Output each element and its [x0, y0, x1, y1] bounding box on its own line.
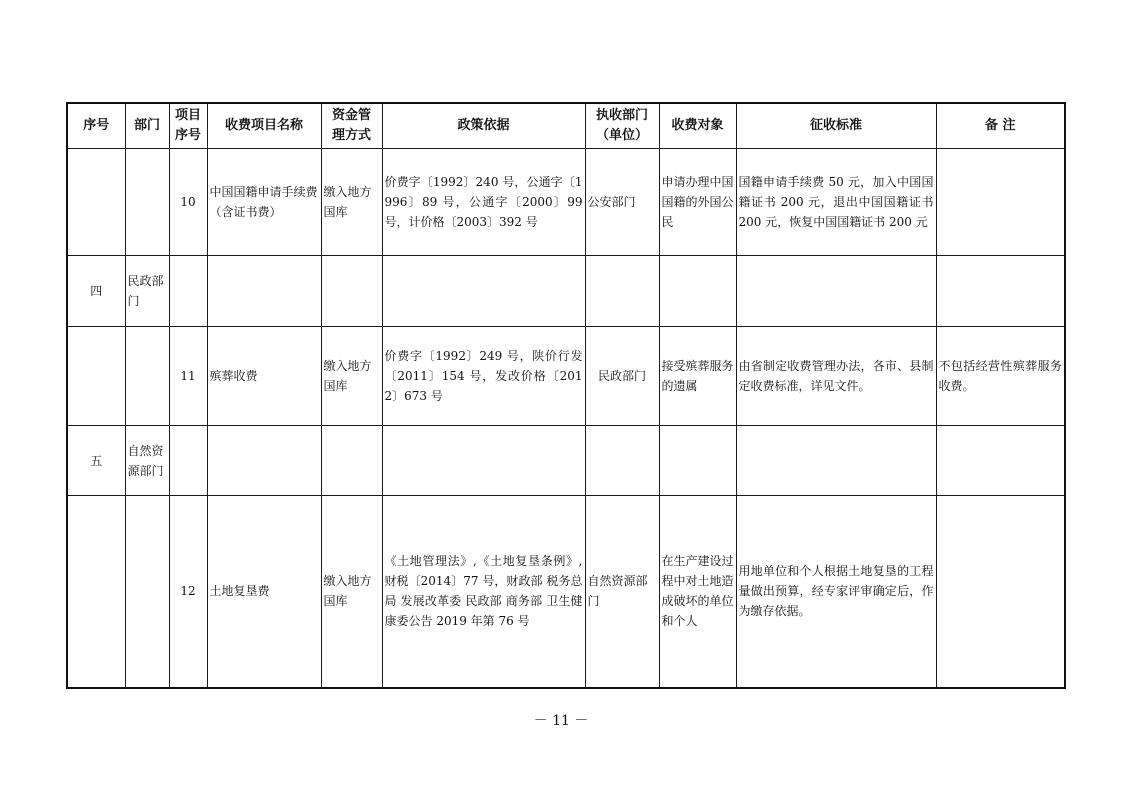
header-fund-mgmt-line2: 理方式: [331, 128, 371, 143]
cell-dept: [125, 327, 169, 426]
header-fund-mgmt: [321, 103, 382, 149]
cell-remark: [936, 496, 1065, 688]
cell-dept: [125, 496, 169, 688]
cell-fund-mgmt: [321, 256, 382, 327]
cell-policy: [382, 426, 585, 496]
cell-item-name: 土地复垦费: [207, 496, 321, 688]
cell-seq: 五: [67, 426, 125, 496]
header-collector-line2: （单位）: [595, 128, 648, 143]
cell-collector: 公安部门: [585, 149, 659, 256]
cell-standard: [736, 256, 936, 327]
table-row: [67, 426, 1065, 496]
header-standard: 征收标准: [736, 103, 936, 149]
cell-remark: 不包括经营性殡葬服务收费。: [936, 327, 1065, 426]
cell-seq: [67, 327, 125, 426]
header-item-seq-line1: 项目: [174, 108, 201, 123]
table-row: [67, 327, 1065, 426]
cell-item-seq: 10: [169, 149, 207, 256]
header-remark: 备 注: [936, 103, 1065, 149]
cell-item-seq: 12: [169, 496, 207, 688]
cell-target: 申请办理中国国籍的外国公民: [659, 149, 736, 256]
table-row: [67, 149, 1065, 256]
table-row: [67, 256, 1065, 327]
table-header-row: [67, 103, 1065, 149]
cell-seq: [67, 496, 125, 688]
cell-policy: 价费字〔1992〕240 号，公通字〔1996〕89 号，公通字〔2000〕99 号，计价格〔2003〕392 号: [382, 149, 585, 256]
page-number: － 11 －: [533, 713, 589, 729]
header-seq: 序号: [67, 103, 125, 149]
header-dept: 部门: [125, 103, 169, 149]
cell-target: 在生产建设过程中对土地造成破坏的单位和个人: [659, 496, 736, 688]
cell-fund-mgmt: 缴入地方国库: [321, 496, 382, 688]
header-item-seq: [169, 103, 207, 149]
cell-dept: [125, 149, 169, 256]
header-target: 收费对象: [659, 103, 736, 149]
header-item-name: 收费项目名称: [207, 103, 321, 149]
cell-item-name: [207, 426, 321, 496]
cell-dept: 民政部门: [125, 256, 169, 327]
cell-target: [659, 256, 736, 327]
cell-remark: [936, 256, 1065, 327]
cell-policy: 《土地管理法》,《土地复垦条例》,财税〔2014〕77 号，财政部 税务总局 发展改革委 民政部 商务部 卫生健康委公告 2019 年第 76 号: [382, 496, 585, 688]
cell-item-seq: 11: [169, 327, 207, 426]
cell-collector: [585, 256, 659, 327]
cell-target: [659, 426, 736, 496]
cell-dept: 自然资源部门: [125, 426, 169, 496]
cell-fund-mgmt: 缴入地方国库: [321, 327, 382, 426]
header-fund-mgmt-line1: 资金管: [331, 108, 371, 123]
header-item-seq-line2: 序号: [174, 128, 201, 143]
cell-standard: 由省制定收费管理办法，各市、县制定收费标准，详见文件。: [736, 327, 936, 426]
cell-item-seq: [169, 426, 207, 496]
cell-collector: [585, 426, 659, 496]
cell-item-name: 中国国籍申请手续费（含证书费）: [207, 149, 321, 256]
cell-policy: 价费字〔1992〕249 号，陕价行发〔2011〕154 号，发改价格〔2012〕673 号: [382, 327, 585, 426]
cell-item-name: [207, 256, 321, 327]
cell-item-seq: [169, 256, 207, 327]
cell-item-name: 殡葬收费: [207, 327, 321, 426]
cell-seq: 四: [67, 256, 125, 327]
header-collector-line1: 执收部门: [595, 108, 648, 123]
cell-fund-mgmt: 缴入地方国库: [321, 149, 382, 256]
table-row: [67, 496, 1065, 688]
cell-remark: [936, 149, 1065, 256]
cell-standard: [736, 426, 936, 496]
cell-standard: 用地单位和个人根据土地复垦的工程量做出预算，经专家评审确定后，作为缴存依据。: [736, 496, 936, 688]
cell-collector: 民政部门: [585, 327, 659, 426]
cell-target: 接受殡葬服务的遗属: [659, 327, 736, 426]
fee-table: [66, 102, 1066, 689]
cell-collector: 自然资源部门: [585, 496, 659, 688]
cell-standard: 国籍申请手续费 50 元，加入中国国籍证书 200 元，退出中国国籍证书 200 元，恢复中国国籍证书 200 元: [736, 149, 936, 256]
header-collector: [585, 103, 659, 149]
header-policy: 政策依据: [382, 103, 585, 149]
cell-seq: [67, 149, 125, 256]
cell-remark: [936, 426, 1065, 496]
cell-fund-mgmt: [321, 426, 382, 496]
cell-policy: [382, 256, 585, 327]
